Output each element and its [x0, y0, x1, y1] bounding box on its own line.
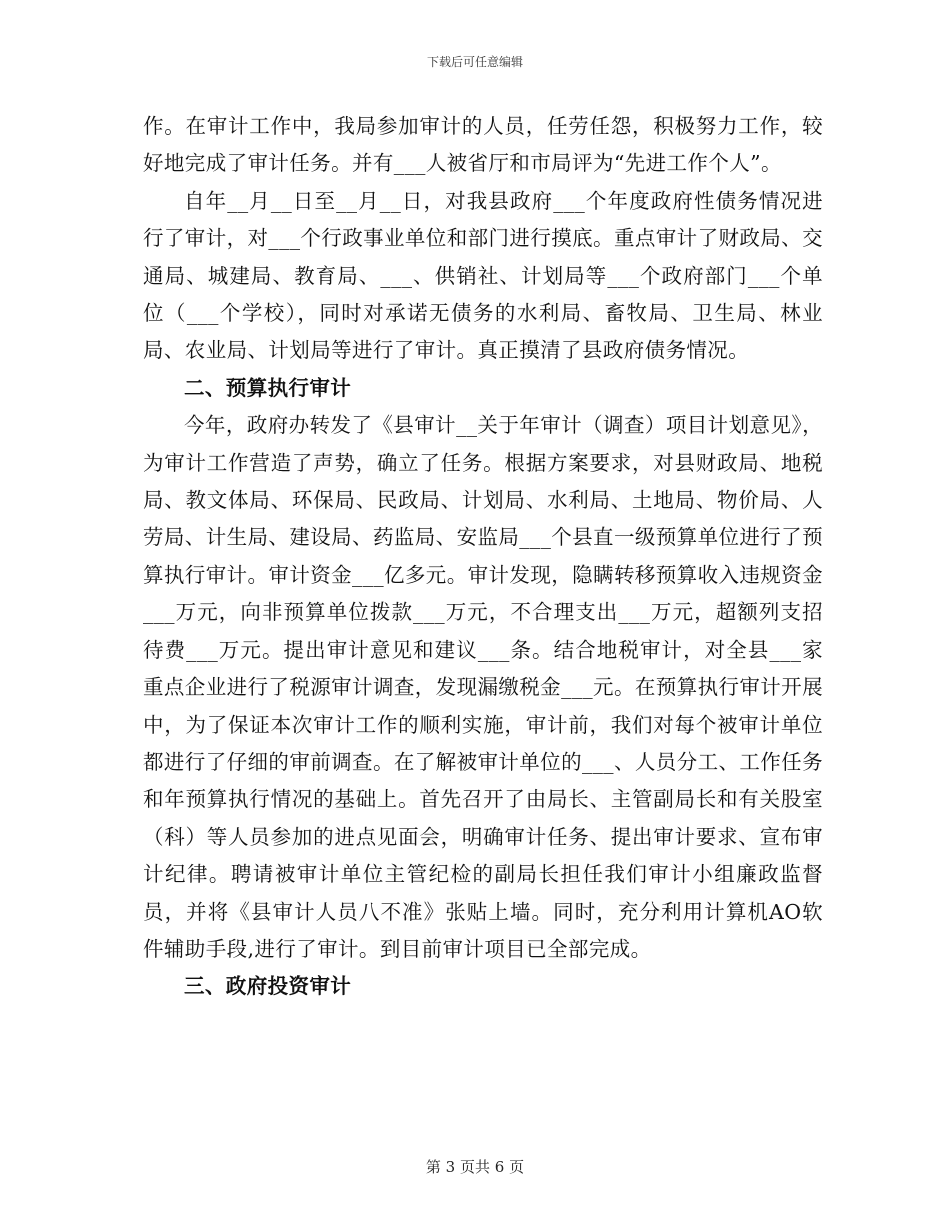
- section-heading-investment-audit: 三、政府投资审计: [184, 974, 352, 999]
- paragraph-continuation: 作。在审计工作中，我局参加审计的人员，任劳任怨，积极努力工作，较好地完成了审计任务。并有___人被省厅和市局评为“先进工作个人”。: [143, 114, 823, 176]
- paragraph-budget-audit: 今年，政府办转发了《县审计__关于年审计（调查）项目计划意见》，为审计工作营造了声势，确立了任务。根据方案要求，对县财政局、地税局、教文体局、环保局、民政局、计划局、水利局、土地局、物价局、人劳局、计生局、建设局、药监局、安监局___个县直一级预算单位进行了预算执行审计。审计资金___亿多元。审计发现，隐瞒转移预算收入违规资金___万元，向非预算单位拨款___万元，不合理支出___万元，超额列支招待费___万元。提出审计意见和建议___条。结合地税审计，对全县___家重点企业进行了税源审计调查，发现漏缴税金___元。在预算执行审计开展中，为了保证本次审计工作的顺利实施，审计前，我们对每个被审计单位都进行了仔细的审前调查。在了解被审计单位的___、人员分工、工作任务和年预算执行情况的基础上。首先召开了由局长、主管副局长和有关股室（科）等人员参加的进点见面会，明确审计任务、提出审计要求、宣布审计纪律。聘请被审计单位主管纪检的副局长担任我们审计小组廉政监督员，并将《县审计人员八不准》张贴上墙。同时，充分利用计算机AO软件辅助手段,进行了审计。到目前审计项目已全部完成。: [143, 413, 823, 961]
- page-header: 下载后可任意编辑: [426, 55, 523, 69]
- page-number: 第 3 页共 6 页: [425, 1158, 525, 1176]
- document-body: [143, 108, 823, 1006]
- paragraph-debt-audit: 自年__月__日至__月__日，对我县政府___个年度政府性债务情况进行了审计，对___个行政事业单位和部门进行摸底。重点审计了财政局、交通局、城建局、教育局、___、供销社、计划局等___个政府部门___个单位（___个学校），同时对承诺无债务的水利局、畜牧局、卫生局、林业局、农业局、计划局等进行了审计。真正摸清了县政府债务情况。: [143, 188, 823, 363]
- section-heading-budget-audit: 二、预算执行审计: [184, 375, 352, 400]
